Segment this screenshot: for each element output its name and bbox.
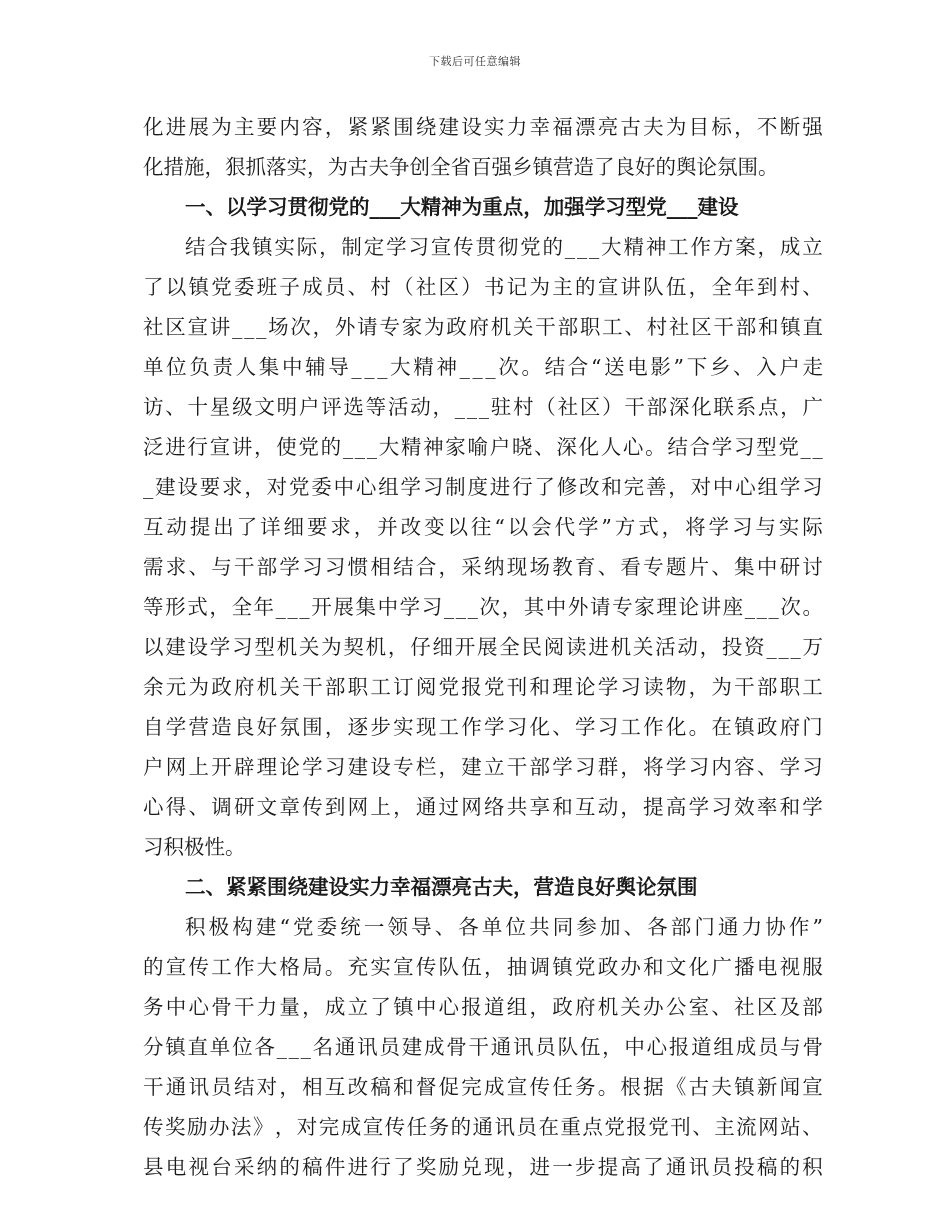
text-line: 了 以 镇 党 委 班 子 成 员 、 村 （ 社 区 ） 书 记 为 主 的 宣 讲 队 伍 ， 全 年 到 村 、 xyxy=(143,275,823,299)
text-line: 习积极性。 xyxy=(143,835,246,859)
text-line: 余 元 为 政 府 机 关 干 部 职 工 订 阅 党 报 党 刊 和 理 论 学 习 读 物 ， 为 干 部 职 工 xyxy=(143,675,823,699)
text-line: 结 合 我 镇 实 际 ， 制 定 学 习 宣 传 贯 彻 党 的 _ _ _ 大 精 神 工 作 方 案 ， 成 立 xyxy=(185,235,823,259)
text-line: 干 通 讯 员 结 对 ， 相 互 改 稿 和 督 促 完 成 宣 传 任 务 。 根 据 《 古 夫 镇 新 闻 宣 xyxy=(143,1075,823,1099)
text-line: 户 网 上 开 辟 理 论 学 习 建 设 专 栏 ， 建 立 干 部 学 习 群 ， 将 学 习 内 容 、 学 习 xyxy=(143,755,823,779)
page-header-note: 下载后可任意编辑 xyxy=(429,55,521,68)
text-line: 县 电 视 台 采 纳 的 稿 件 进 行 了 奖 励 兑 现 ， 进 一 步 提 高 了 通 讯 员 投 稿 的 积 xyxy=(143,1155,823,1179)
section-heading: 二、紧紧围绕建设实力幸福漂亮古夫，营造良好舆论氛围 xyxy=(185,875,698,899)
text-line: 需 求 、 与 干 部 学 习 习 惯 相 结 合 ， 采 纳 现 场 教 育 、 看 专 题 片 、 集 中 研 讨 xyxy=(143,555,823,579)
section-heading: 一、以学习贯彻党的___大精神为重点，加强学习型党___建设 xyxy=(185,195,739,219)
text-line: 传 奖 励 办 法 》 ， 对 完 成 宣 传 任 务 的 通 讯 员 在 重 点 党 报 党 刊 、 主 流 网 站 、 xyxy=(143,1115,823,1139)
text-line: 泛 进 行 宣 讲 ， 使 党 的 _ _ _ 大 精 神 家 喻 户 晓 、 深 化 人 心 。 结 合 学 习 型 党 _ _ xyxy=(143,435,823,459)
text-line: 等 形 式 ， 全 年 _ _ _ 开 展 集 中 学 习 _ _ _ 次 ， 其 中 外 请 专 家 理 论 讲 座 _ _ _ 次 。 xyxy=(143,595,823,619)
text-line: 的 宣 传 工 作 大 格 局 。 充 实 宣 传 队 伍 ， 抽 调 镇 党 政 办 和 文 化 广 播 电 视 服 xyxy=(143,955,823,979)
text-line: 务 中 心 骨 干 力 量 ， 成 立 了 镇 中 心 报 道 组 ， 政 府 机 关 办 公 室 、 社 区 及 部 xyxy=(143,995,823,1019)
document-body xyxy=(143,107,823,1187)
text-line: 积 极 构 建 “ 党 委 统 一 领 导 、 各 单 位 共 同 参 加 、 各 部 门 通 力 协 作 ” xyxy=(185,915,823,939)
text-line: 化措施，狠抓落实，为古夫争创全省百强乡镇营造了良好的舆论氛围。 xyxy=(143,155,779,179)
text-line: 单 位 负 责 人 集 中 辅 导 _ _ _ 大 精 神 _ _ _ 次 。 结 合 “ 送 电 影 ” 下 乡 、 入 户 走 xyxy=(143,355,823,379)
text-line: 分 镇 直 单 位 各 _ _ _ 名 通 讯 员 建 成 骨 干 通 讯 员 队 伍 ， 中 心 报 道 组 成 员 与 骨 xyxy=(143,1035,823,1059)
text-line: 访 、 十 星 级 文 明 户 评 选 等 活 动 ， _ _ _ 驻 村 （ 社 区 ） 干 部 深 化 联 系 点 ， 广 xyxy=(143,395,823,419)
text-line: 社 区 宣 讲 _ _ _ 场 次 ， 外 请 专 家 为 政 府 机 关 干 部 职 工 、 村 社 区 干 部 和 镇 直 xyxy=(143,315,823,339)
text-line: 互 动 提 出 了 详 细 要 求 ， 并 改 变 以 往 “ 以 会 代 学 ” 方 式 ， 将 学 习 与 实 际 xyxy=(143,515,823,539)
text-line: 化 进 展 为 主 要 内 容 ， 紧 紧 围 绕 建 设 实 力 幸 福 漂 亮 古 夫 为 目 标 ， 不 断 强 xyxy=(143,115,823,139)
text-line: 心 得 、 调 研 文 章 传 到 网 上 ， 通 过 网 络 共 享 和 互 动 ， 提 高 学 习 效 率 和 学 xyxy=(143,795,823,819)
text-line: 以 建 设 学 习 型 机 关 为 契 机 ， 仔 细 开 展 全 民 阅 读 进 机 关 活 动 ， 投 资 _ _ _ 万 xyxy=(143,635,823,659)
text-line: _ 建 设 要 求 ， 对 党 委 中 心 组 学 习 制 度 进 行 了 修 改 和 完 善 ， 对 中 心 组 学 习 xyxy=(143,475,823,499)
text-line: 自 学 营 造 良 好 氛 围 ， 逐 步 实 现 工 作 学 习 化 、 学 习 工 作 化 。 在 镇 政 府 门 xyxy=(143,715,823,739)
